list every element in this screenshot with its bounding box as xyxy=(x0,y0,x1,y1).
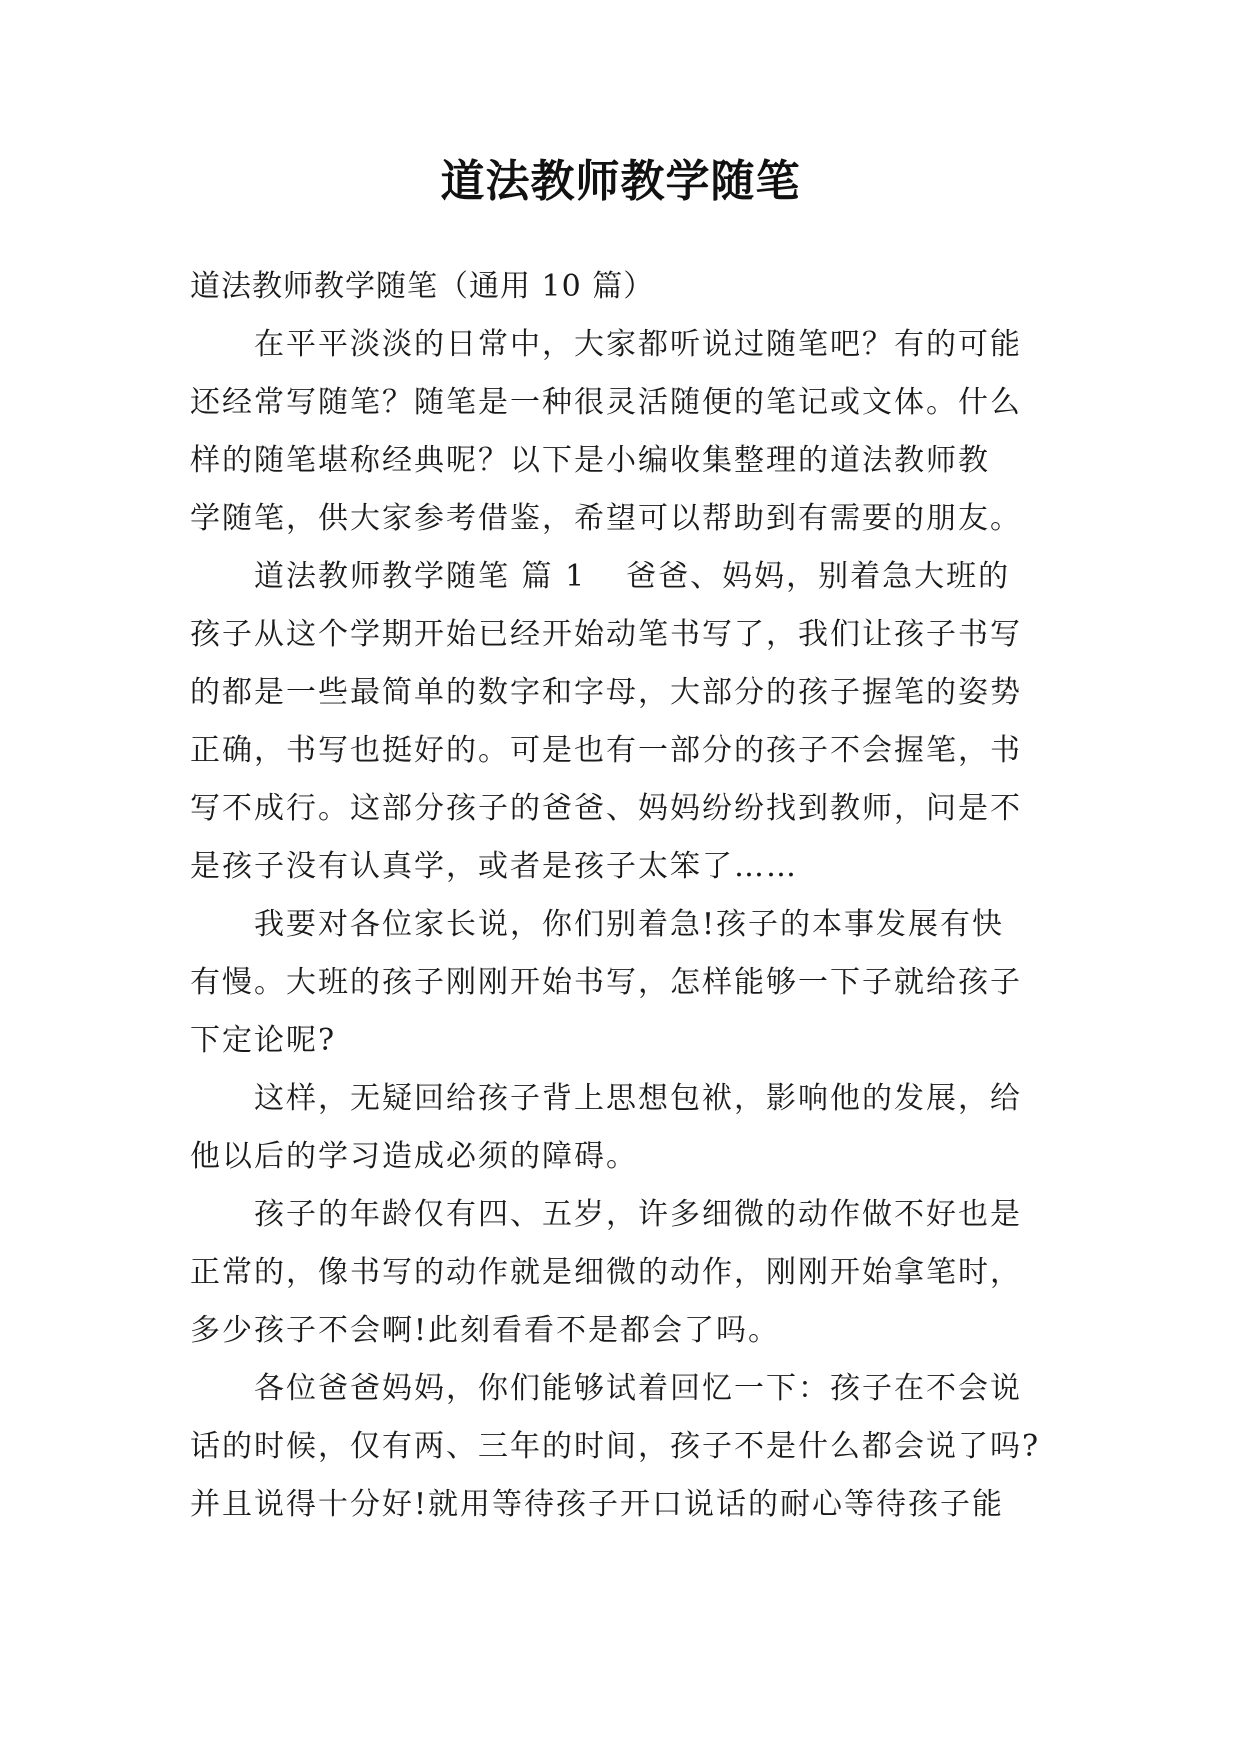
document-title: 道法教师教学随笔 xyxy=(440,156,801,207)
paragraph-line: 是孩子没有认真学，或者是孩子太笨了…… xyxy=(190,849,798,884)
paragraph-line: 我要对各位家长说，你们别着急!孩子的本事发展有快 xyxy=(254,907,1005,942)
paragraph-line: 他以后的学习造成必须的障碍。 xyxy=(190,1139,638,1174)
paragraph-line: 正确，书写也挺好的。可是也有一部分的孩子不会握笔，书 xyxy=(190,733,1022,768)
paragraph-line: 正常的，像书写的动作就是细微的动作，刚刚开始拿笔时， xyxy=(190,1255,1022,1290)
paragraph-line: 还经常写随笔？随笔是一种很灵活随便的笔记或文体。什么 xyxy=(190,385,1022,420)
section-heading-line xyxy=(190,548,1052,606)
paragraph-line: 在平平淡淡的日常中，大家都听说过随笔吧？有的可能 xyxy=(254,327,1022,362)
paragraph-line: 孩子的年龄仅有四、五岁，许多细微的动作做不好也是 xyxy=(254,1197,1022,1232)
paragraph-line: 样的随笔堪称经典呢？以下是小编收集整理的道法教师教 xyxy=(190,443,990,478)
paragraph-line: 各位爸爸妈妈，你们能够试着回忆一下：孩子在不会说 xyxy=(254,1371,1022,1406)
section-first-text: 爸爸、妈妈，别着急大班的 xyxy=(626,559,1011,594)
document-body xyxy=(190,258,1052,1534)
paragraph-line: 的都是一些最简单的数字和字母，大部分的孩子握笔的姿势 xyxy=(190,675,1022,710)
paragraph-line: 写不成行。这部分孩子的爸爸、妈妈纷纷找到教师，问是不 xyxy=(190,791,1022,826)
paragraph-line: 下定论呢? xyxy=(190,1023,337,1058)
paragraph-line: 学随笔，供大家参考借鉴，希望可以帮助到有需要的朋友。 xyxy=(190,501,1022,536)
paragraph-line: 多少孩子不会啊!此刻看看不是都会了吗。 xyxy=(190,1313,781,1348)
paragraph-line: 这样，无疑回给孩子背上思想包袱，影响他的发展，给 xyxy=(254,1081,1022,1116)
subtitle-line: 道法教师教学随笔（通用 10 篇） xyxy=(190,269,655,304)
paragraph-line: 孩子从这个学期开始已经开始动笔书写了，我们让孩子书写 xyxy=(190,617,1022,652)
paragraph-line: 有慢。大班的孩子刚刚开始书写，怎样能够一下子就给孩子 xyxy=(190,965,1022,1000)
paragraph-line: 话的时候，仅有两、三年的时间，孩子不是什么都会说了吗? xyxy=(190,1429,1041,1464)
paragraph-line: 并且说得十分好!就用等待孩子开口说话的耐心等待孩子能 xyxy=(190,1487,1005,1522)
section-heading: 道法教师教学随笔 篇 1 xyxy=(254,559,587,594)
